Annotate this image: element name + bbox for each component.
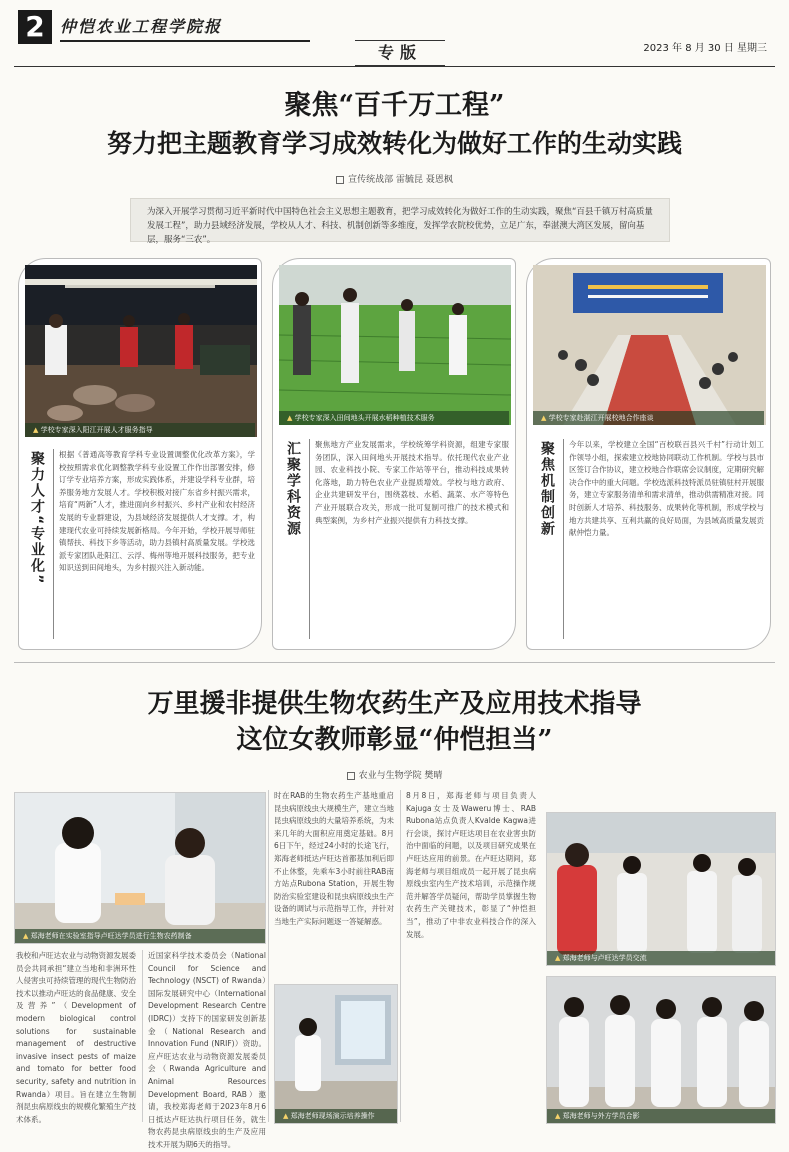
header-rule bbox=[14, 66, 775, 67]
section-label: 专版 bbox=[355, 40, 445, 66]
article2-col-1: 我校和卢旺达农业与动物资源发展委员会共同承担“建立当地和非洲环性人侵害虫可持续管理的现代生物防治技术以推动卢旺达的食品健康、安全及营养”（Development of modern biological control solutions for sustainable management of destructive invasive insect pests of maize and tomato for better food security, safety and nutrition in Rwanda）项目。旨在建立生物制剂昆虫病原线虫的规模化繁殖生产技术体系。 bbox=[16, 951, 136, 1124]
issue-date: 2023 年 8 月 30 日 星期三 bbox=[643, 43, 767, 54]
article2-title-line1: 万里援非提供生物农药生产及应用技术指导 bbox=[147, 689, 642, 719]
article2-photo-lab bbox=[14, 792, 266, 944]
masthead-underline bbox=[60, 40, 310, 42]
exchange-photo-icon bbox=[547, 813, 775, 965]
card-mechanism bbox=[526, 258, 771, 650]
card-mechanism-photo bbox=[533, 265, 764, 425]
card-resources-divider bbox=[309, 439, 310, 639]
article2-photo-group bbox=[546, 976, 776, 1124]
card-mechanism-divider bbox=[563, 439, 564, 639]
article2-col-4: 8月8日，郑海老师与项目负责人Kajuga女士及Waweru博士、RAB Rubona站点负责人Kvalde Kagwa进行会谈，探讨卢旺达项目在农业害虫防治中面临的问题，以及项目研究成果在卢旺达应用的前景。在卢旺达期间，郑海老师与项目组成员一起开展了昆虫病原线虫室内生产技术培训，示范操作规范并解答学员疑问，帮助学员掌握生物农药生产关键技术，彰显了“仲恺担当”，推动了中非农业科技合作的深入发展。 bbox=[406, 791, 536, 939]
article2-photo-group-caption: ▲ 郑海老师与外方学员合影 bbox=[547, 1109, 775, 1123]
card-resources bbox=[272, 258, 516, 650]
rice-field-photo-icon bbox=[279, 265, 511, 425]
article2-col-3: 时在RAB的生物农药生产基地重启昆虫病原线虫大规模生产，建立当地昆虫病原线虫的大量培养系统，为未来几年的大面积应用奠定基础。8月6日下午，经过24小时的长途飞行，郑海老师抵达卢旺达首都基加利后即不止休整，先乘车3小时前往RAB南方站点Rubona Station，开展生物防治实验室建设和昆虫病原线虫生产设备的调试与示范指导工作，并针对当地生产实际问题逐一答疑解惑。 bbox=[274, 791, 394, 926]
article2-byline: 农业与生物学院 樊晴 bbox=[0, 770, 789, 782]
card-resources-text: 聚焦地方产业发展需求，学校统筹学科资源，组建专家服务团队，深入田间地头开展技术指导。依托现代农业产业园、农业科技小院、专家工作站等平台，推动科技成果转化落地，助力特色农业产业提质增效。学校与地方政府、企业共建研发平台，围绕荔枝、水稻、蔬菜、水产等特色产业开展联合攻关，形成一批可复制可推广的技术模式和典型案例，为乡村产业振兴提供有力科技支撑。 bbox=[315, 440, 509, 525]
card-talent-photo bbox=[25, 265, 255, 437]
article2-photo-demo-caption: ▲ 郑海老师现场演示培养操作 bbox=[275, 1109, 397, 1123]
article1-title-line2: 努力把主题教育学习成效转化为做好工作的生动实践 bbox=[106, 129, 682, 158]
card-talent-text: 根据《普通高等教育学科专业设置调整优化改革方案》，学校按照需求优化调整教学科专业设置工作作出部署安排，修订学专业培养方案，形成实践体系，并建设学科专业群，培养服务地方发展人才。学校积极对接广东省乡村振兴需求，培育“两新”人才，推进面向乡村振兴、乡村产业和农村经济发展的专业群建设，为县域经济发展提供人才支撑。才，构建现代农业可持续发展新格局。今年开始，学校开展导师驻镇帮扶、科技下乡等活动，助力县镇村高质量发展。学校选派专家团队赴阳江、云浮、梅州等地开展科技服务，把专业知识送到田间地头，为乡村振兴注入新动能。 bbox=[59, 450, 255, 573]
article1-title-line1: 聚焦“百千万工程” bbox=[284, 90, 505, 121]
article-separator bbox=[14, 662, 775, 663]
column-rule bbox=[142, 950, 143, 1122]
card-mechanism-text: 今年以来，学校建立全国“百校联百县兴千村”行动计划工作领导小组，探索建立校地协同联动工作机制。学校与县市区签订合作协议，建立校地合作联席会议制度，定期研究解决合作中的重大问题。学校选派科技特派员驻镇驻村开展服务，建立专家服务清单和需求清单，推动供需精准对接。同时创新人才培养、科技服务、成果转化等机制，形成学校与地方共建共享、互利共赢的良好局面，为县域高质量发展贡献仲恺力量。 bbox=[569, 440, 764, 538]
article1-byline: 宣传统战部 雷毓昆 聂恩枫 bbox=[0, 174, 789, 186]
article2-col-2: 近国家科学技术委员会（National Council for Science and Technology (NSCT) of Rwanda）国际发展研究中心（International Development Research Centre (IDRC)）支持下的国家研发创新基金（National Research and Innovation Fund (NRIF)）资助。应卢旺达农业与动物资源发展委员会（Rwanda Agriculture and Animal Resources Development Board, RAB）邀请，我校郑海老师于2023年8月6日抵达卢旺达执行项目任务，就生物农药昆虫病原线虫的生产及应用技术开展为期6天的指导。 bbox=[148, 951, 266, 1149]
card-talent-divider bbox=[53, 449, 54, 639]
demo-photo-icon bbox=[275, 985, 397, 1123]
article1-intro: 为深入开展学习贯彻习近平新时代中国特色社会主义思想主题教育，把学习成效转化为做好工作的生动实践，聚焦“百县千镇万村高质量发展工程”，助力县域经济发展，学校从人才、科技、机制创新等多维度，发挥学农院校优势，立足广东，奉湛澳大湾区发展，留向基层，服务“三农”。 bbox=[130, 198, 670, 242]
article2-photo-exchange bbox=[546, 812, 776, 966]
column-rule bbox=[268, 790, 269, 1122]
card-talent-title: 聚力人才“专业化” bbox=[29, 451, 45, 586]
meeting-room-photo-icon bbox=[533, 265, 766, 425]
farm-visit-photo-icon bbox=[25, 265, 257, 437]
article2-photo-demo bbox=[274, 984, 398, 1124]
card-mechanism-caption: ▲ 学校专家赴湛江开展校地合作座谈 bbox=[533, 411, 764, 425]
column-rule bbox=[400, 790, 401, 1122]
page-number: 2 bbox=[18, 10, 52, 44]
article2-title-line2: 这位女教师彰显“仲恺担当” bbox=[236, 725, 553, 755]
group-photo-icon bbox=[547, 977, 775, 1123]
card-talent-caption: ▲ 学校专家深入阳江开展人才服务指导 bbox=[25, 423, 255, 437]
card-talent bbox=[18, 258, 262, 650]
card-mechanism-title: 聚焦机制创新 bbox=[539, 441, 555, 537]
article2-photo-lab-caption: ▲ 郑海老师在实验室指导卢旺达学员进行生物农药制备 bbox=[15, 929, 265, 943]
card-resources-title: 汇聚学科资源 bbox=[285, 441, 301, 537]
lab-photo-icon bbox=[15, 793, 265, 943]
card-resources-caption: ▲ 学校专家深入田间地头开展水稻种植技术服务 bbox=[279, 411, 509, 425]
article2-photo-exchange-caption: ▲ 郑海老师与卢旺达学员交流 bbox=[547, 951, 775, 965]
card-resources-photo bbox=[279, 265, 509, 425]
masthead-logo: 仲恺农业工程学院报 bbox=[60, 17, 223, 36]
